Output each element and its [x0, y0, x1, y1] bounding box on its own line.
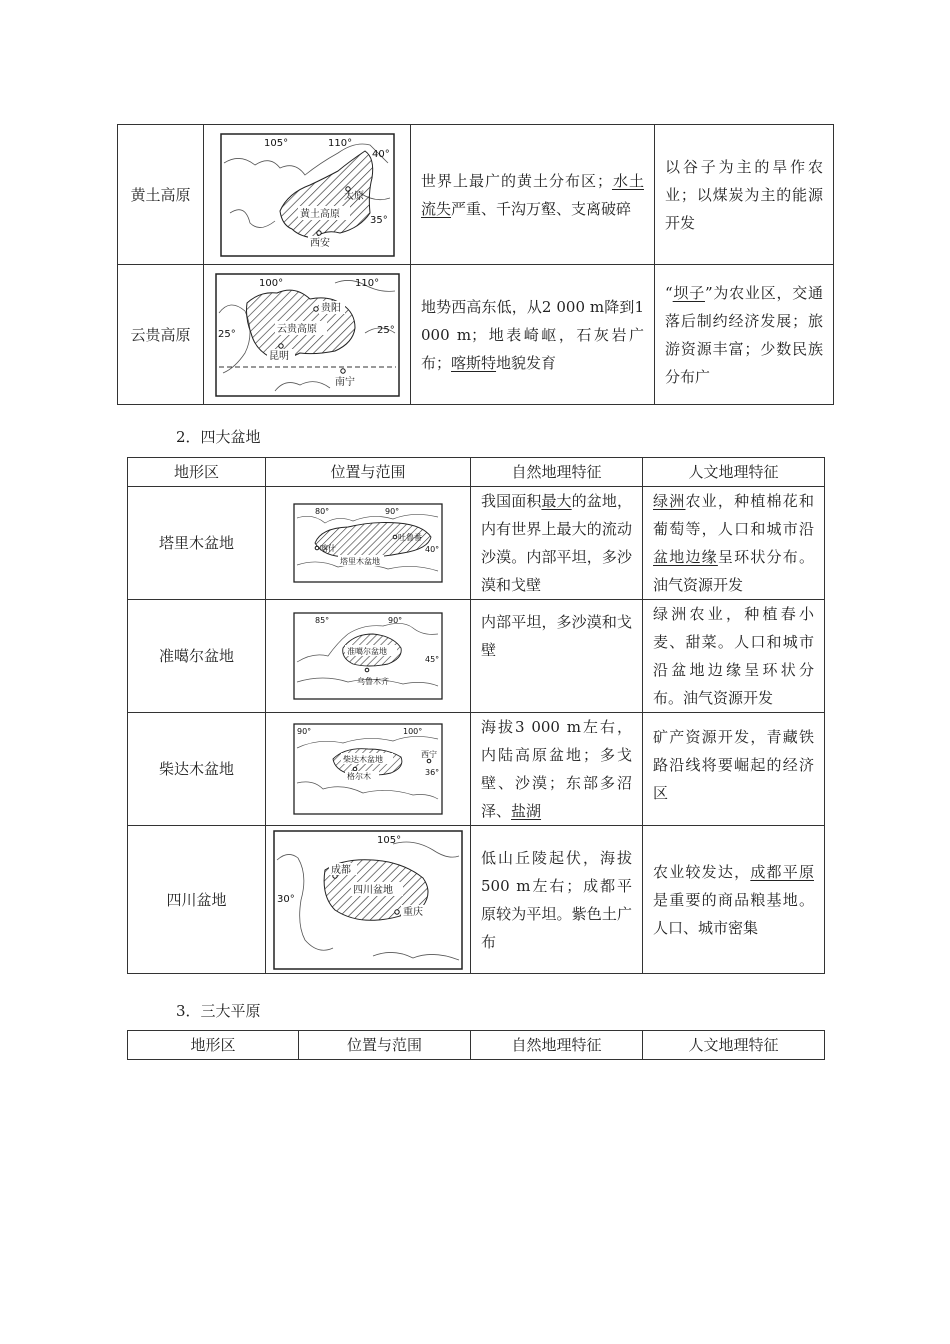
- map-label: 塔里木盆地: [340, 557, 380, 566]
- map-label: 黄土高原: [299, 208, 340, 220]
- map-label: 36°: [425, 768, 440, 777]
- human-features: [643, 826, 825, 974]
- map-cell: [266, 600, 471, 713]
- map-label: 乌鲁木齐: [357, 677, 389, 686]
- human-features: [655, 265, 834, 405]
- qaidam-basin-map: [293, 723, 443, 815]
- text-segment: 呈环状分布。油气资源开发: [653, 548, 814, 594]
- table-row: [128, 487, 825, 600]
- natural-features: [471, 487, 643, 600]
- table-row: [128, 826, 825, 974]
- plain-table: [127, 1030, 825, 1060]
- map-label: 西宁: [421, 750, 437, 759]
- map-label: 40°: [371, 148, 390, 160]
- map-label: 吐鲁番: [398, 533, 422, 542]
- map-label: 准噶尔盆地: [347, 647, 387, 656]
- text-segment: 矿产资源开发，青藏铁路沿线将要崛起的经济区: [653, 728, 814, 802]
- column-header: 自然地理特征: [471, 458, 643, 487]
- underlined-term: 绿洲: [653, 492, 686, 510]
- map-cell: [266, 713, 471, 826]
- text-segment: 海拔3 000 m左右，内陆高原盆地；多戈壁、沙漠；东部多沼泽、: [481, 718, 632, 820]
- section-title-plains: 3．三大平原: [176, 1002, 261, 1020]
- underlined-term: 坝子: [672, 283, 705, 302]
- tarim-basin-map: [293, 503, 443, 583]
- sichuan-basin-map: [273, 830, 463, 970]
- natural-features: [411, 125, 655, 265]
- map-label: 喀什: [320, 544, 336, 553]
- underlined-term: 盐湖: [511, 802, 542, 820]
- map-label: 南宁: [334, 376, 355, 388]
- plateau-table: [117, 124, 834, 405]
- text-segment: 农业较发达，: [653, 862, 751, 881]
- map-label: 90°: [297, 727, 312, 736]
- text-segment: 我国面积: [481, 492, 542, 510]
- text-segment: 地势西高东低，从2 000 m降到1 000 m；地表崎岖，石灰岩广布；: [421, 297, 644, 372]
- map-label: 90°: [385, 507, 400, 516]
- landform-name: 四川盆地: [128, 826, 266, 974]
- natural-features: [411, 265, 655, 405]
- map-label: 格尔木: [347, 772, 371, 781]
- map-cell: [266, 826, 471, 974]
- map-label: 25°: [217, 328, 236, 340]
- underlined-term: 最大: [541, 492, 572, 510]
- underlined-term: 盆地边缘: [653, 548, 718, 566]
- loess-plateau-map: [220, 133, 395, 257]
- landform-name: 塔里木盆地: [128, 487, 266, 600]
- map-label: 105°: [377, 834, 402, 846]
- underlined-term: 水土流失: [421, 171, 644, 218]
- junggar-basin-map: [293, 612, 443, 700]
- map-label: 110°: [327, 137, 352, 149]
- map-cell: [204, 125, 411, 265]
- human-features: [655, 125, 834, 265]
- underlined-term: 成都平原: [750, 862, 814, 881]
- text-segment: ”为农业区，交通落后制约经济发展；旅游资源丰富；少数民族分布广: [665, 283, 823, 386]
- yungui-plateau-map: [215, 273, 400, 397]
- map-label: 30°: [277, 893, 295, 905]
- map-label: 85°: [315, 616, 330, 625]
- column-header: 地形区: [128, 1031, 299, 1060]
- natural-features: [471, 826, 643, 974]
- section-title-basins: 2．四大盆地: [176, 428, 261, 446]
- table-row: [128, 600, 825, 713]
- text-segment: 世界上最广的黄土分布区；: [421, 171, 612, 190]
- table-row: [118, 265, 834, 405]
- map-label: 40°: [425, 545, 440, 554]
- landform-name: 准噶尔盆地: [128, 600, 266, 713]
- map-label: 四川盆地: [353, 884, 393, 896]
- column-header: 人文地理特征: [643, 458, 825, 487]
- landform-name: 柴达木盆地: [128, 713, 266, 826]
- map-label: 35°: [369, 214, 388, 226]
- text-segment: 的盆地，内有世界上最大的流动沙漠。内部平坦，多沙漠和戈壁: [481, 492, 632, 594]
- map-label: 西安: [309, 237, 330, 249]
- human-features: [643, 600, 825, 713]
- map-label: 太原: [343, 190, 364, 202]
- text-segment: 地貌发育: [496, 353, 557, 372]
- map-label: 100°: [403, 727, 423, 736]
- map-label: 80°: [315, 507, 330, 516]
- map-label: 105°: [263, 137, 288, 149]
- map-label: 110°: [354, 277, 379, 289]
- map-cell: [204, 265, 411, 405]
- column-header: 地形区: [128, 458, 266, 487]
- map-label: 成都: [331, 864, 351, 876]
- text-segment: 农业，种植棉花和葡萄等，人口和城市沿: [653, 492, 814, 538]
- table-row: [128, 713, 825, 826]
- map-label: 重庆: [403, 906, 423, 918]
- table-header-row: [128, 458, 825, 487]
- text-segment: 以谷子为主的旱作农业；以煤炭为主的能源开发: [665, 157, 823, 232]
- column-header: 位置与范围: [299, 1031, 471, 1060]
- table-row: [118, 125, 834, 265]
- text-segment: 绿洲农业，种植春小麦、甜菜。人口和城市沿盆地边缘呈环状分布。油气资源开发: [653, 605, 814, 707]
- map-label: 45°: [425, 655, 440, 664]
- map-label: 云贵高原: [276, 323, 317, 335]
- basin-table: [127, 457, 825, 974]
- map-label: 贵阳: [320, 302, 341, 314]
- natural-features: [471, 713, 643, 826]
- human-features: [643, 487, 825, 600]
- landform-name: 黄土高原: [118, 125, 204, 265]
- map-label: 100°: [258, 277, 283, 289]
- natural-features: [471, 600, 643, 713]
- text-segment: 严重、千沟万壑、支离破碎: [451, 199, 632, 218]
- text-segment: 低山丘陵起伏，海拔500 m左右；成都平原较为平坦。紫色土广布: [481, 848, 632, 951]
- column-header: 人文地理特征: [643, 1031, 825, 1060]
- landform-name: 云贵高原: [118, 265, 204, 405]
- map-label: 90°: [388, 616, 403, 625]
- map-label: 昆明: [268, 350, 289, 362]
- column-header: 位置与范围: [266, 458, 471, 487]
- text-segment: “: [665, 283, 673, 302]
- underlined-term: 喀斯特: [451, 353, 497, 372]
- table-header-row: [128, 1031, 825, 1060]
- text-segment: 是重要的商品粮基地。人口、城市密集: [653, 890, 814, 937]
- human-features: [643, 713, 825, 826]
- map-cell: [266, 487, 471, 600]
- text-segment: 内部平坦，多沙漠和戈壁: [481, 613, 632, 659]
- map-label: 柴达木盆地: [343, 755, 383, 764]
- map-label: 25°: [376, 324, 395, 336]
- column-header: 自然地理特征: [471, 1031, 643, 1060]
